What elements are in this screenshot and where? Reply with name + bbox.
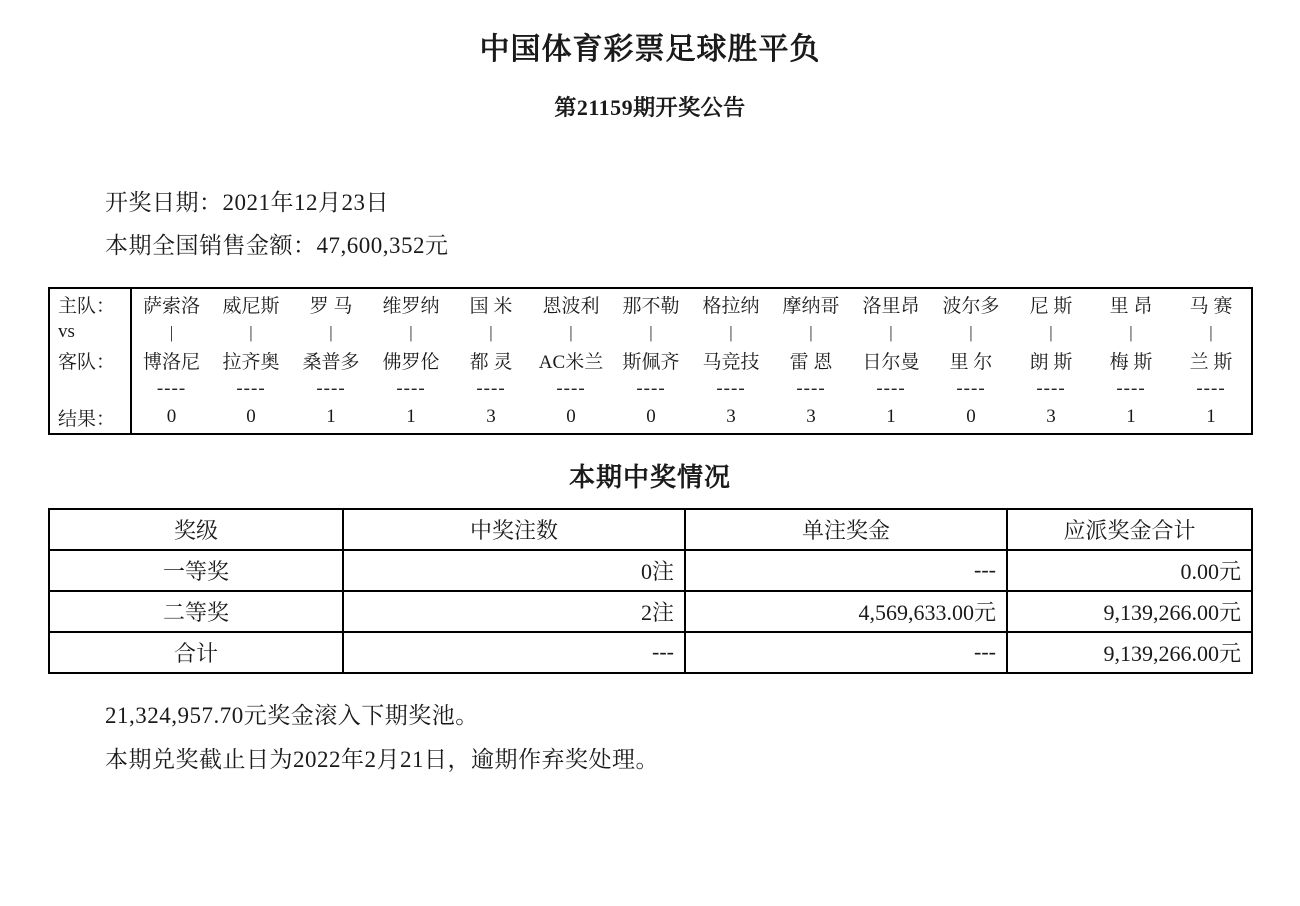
home-team-name: 里 昂 xyxy=(1109,296,1153,318)
away-team-cell xyxy=(931,345,1011,376)
home-team-name: 洛里昂 xyxy=(862,296,920,318)
home-team-cell xyxy=(451,289,531,320)
table-row xyxy=(49,632,1252,673)
prize-count: 2注 xyxy=(343,591,685,632)
away-team-name: 雷 恩 xyxy=(789,351,833,373)
vs-bar: | xyxy=(1129,323,1133,343)
separator-cell: ---- xyxy=(1196,377,1226,399)
away-team-name: 兰 斯 xyxy=(1189,351,1233,373)
vs-bar: | xyxy=(169,323,174,343)
separator-cell: ---- xyxy=(796,377,826,399)
away-team-cell xyxy=(291,345,371,376)
matches-result-row xyxy=(50,402,1251,433)
home-team-name: 维罗纳 xyxy=(382,296,440,318)
result-row-label: 结果： xyxy=(50,402,131,433)
match-result-cell: 3 xyxy=(486,406,496,428)
vs-bar: | xyxy=(649,323,653,343)
vs-bar: | xyxy=(249,323,253,343)
vs-bar: | xyxy=(1209,323,1213,343)
prize-section-title: 本期中奖情况 xyxy=(568,462,731,492)
prize-level: 二等奖 xyxy=(49,591,343,632)
separator-cell: ---- xyxy=(316,377,346,399)
matches-vs-row xyxy=(50,320,1251,345)
away-team-cell xyxy=(691,345,771,376)
match-result-cell: 3 xyxy=(1046,406,1056,428)
matches-table xyxy=(50,289,1251,433)
separator-cell: ---- xyxy=(156,377,187,399)
away-team-name: 马竞技 xyxy=(702,351,760,373)
match-result-cell: 0 xyxy=(246,406,256,428)
home-team-name: 那不勒 xyxy=(622,296,680,318)
separator-cell: ---- xyxy=(396,377,426,399)
vs-bar-cell xyxy=(771,320,851,345)
away-team-name: 斯佩齐 xyxy=(622,351,680,373)
home-team-cell xyxy=(531,289,611,320)
match-result-cell: 1 xyxy=(326,406,336,428)
vs-bar: | xyxy=(329,323,333,343)
separator-cell: ---- xyxy=(1116,377,1146,399)
home-team-cell xyxy=(371,289,451,320)
away-team-name: 里 尔 xyxy=(949,351,993,373)
away-team-cell xyxy=(131,345,211,376)
away-team-name: 桑普多 xyxy=(302,351,360,373)
vs-bar-cell xyxy=(531,320,611,345)
prize-single-amount: --- xyxy=(685,550,1007,591)
vs-row-label: vs xyxy=(50,320,131,345)
home-team-cell xyxy=(611,289,691,320)
home-team-cell xyxy=(1171,289,1251,320)
vs-bar: | xyxy=(809,323,813,343)
vs-bar: | xyxy=(489,323,493,343)
away-team-cell xyxy=(611,345,691,376)
vs-bar-cell xyxy=(451,320,531,345)
page-title: 中国体育彩票足球胜平负 xyxy=(479,33,821,66)
vs-bar-cell xyxy=(1091,320,1171,345)
separator-cell: ---- xyxy=(956,377,986,399)
match-result-cell: 0 xyxy=(646,406,656,428)
home-team-cell xyxy=(291,289,371,320)
match-result-cell: 0 xyxy=(566,406,576,428)
away-team-name: AC米兰 xyxy=(538,351,604,373)
away-team-name: 梅 斯 xyxy=(1109,351,1153,373)
home-team-cell xyxy=(931,289,1011,320)
match-result-cell: 0 xyxy=(966,406,976,428)
prize-single-amount: 4,569,633.00元 xyxy=(685,591,1007,632)
sales-amount-line: 本期全国销售金额：47,600,352元 xyxy=(105,232,449,258)
home-team-name: 罗 马 xyxy=(309,296,353,318)
prize-col-single: 单注奖金 xyxy=(685,509,1007,550)
matches-home-row xyxy=(50,289,1251,320)
vs-bar-cell xyxy=(931,320,1011,345)
home-team-name: 萨索洛 xyxy=(142,296,200,318)
matches-separator-row xyxy=(50,376,1251,402)
separator-cell: ---- xyxy=(716,377,746,399)
rollover-note: 21,324,957.70元奖金滚入下期奖池。 xyxy=(105,702,479,728)
home-team-name: 尼 斯 xyxy=(1029,296,1073,318)
home-team-name: 摩纳哥 xyxy=(782,296,840,318)
match-result-cell: 3 xyxy=(806,406,816,428)
vs-bar-cell xyxy=(1171,320,1251,345)
prize-total-amount: 0.00元 xyxy=(1007,550,1252,591)
home-team-name: 格拉纳 xyxy=(702,296,760,318)
info-block xyxy=(105,182,1300,267)
separator-cell: ---- xyxy=(236,377,266,399)
separator-row-label xyxy=(50,376,131,402)
home-team-cell xyxy=(1011,289,1091,320)
prize-count: --- xyxy=(343,632,685,673)
away-team-name: 拉齐奥 xyxy=(222,351,280,373)
away-team-name: 日尔曼 xyxy=(862,351,920,373)
matches-table-container xyxy=(48,287,1253,435)
away-team-cell xyxy=(1011,345,1091,376)
away-team-cell xyxy=(851,345,931,376)
vs-bar: | xyxy=(889,323,893,343)
home-team-cell xyxy=(211,289,291,320)
vs-bar-cell xyxy=(691,320,771,345)
prize-col-count: 中奖注数 xyxy=(343,509,685,550)
prize-single-amount: --- xyxy=(685,632,1007,673)
home-row-label: 主队： xyxy=(50,289,131,320)
vs-bar: | xyxy=(969,323,973,343)
footer-notes xyxy=(105,694,1300,781)
page-subtitle: 第21159期开奖公告 xyxy=(554,95,746,120)
home-team-cell xyxy=(691,289,771,320)
vs-bar-cell xyxy=(1011,320,1091,345)
vs-bar-cell xyxy=(371,320,451,345)
vs-bar: | xyxy=(569,323,573,343)
prize-count: 0注 xyxy=(343,550,685,591)
separator-cell: ---- xyxy=(1036,377,1066,399)
vs-bar-cell xyxy=(131,320,211,345)
away-row-label: 客队： xyxy=(50,345,131,376)
vs-bar: | xyxy=(1049,323,1053,343)
vs-bar: | xyxy=(729,323,733,343)
prize-col-total: 应派奖金合计 xyxy=(1007,509,1252,550)
match-result-cell: 1 xyxy=(406,406,416,428)
match-result-cell: 0 xyxy=(166,406,177,428)
draw-date-line: 开奖日期：2021年12月23日 xyxy=(105,190,389,215)
match-result-cell: 1 xyxy=(1126,406,1136,428)
prize-total-amount: 9,139,266.00元 xyxy=(1007,591,1252,632)
home-team-name: 波尔多 xyxy=(942,296,1000,318)
prize-header-row xyxy=(49,509,1252,550)
vs-bar-cell xyxy=(211,320,291,345)
vs-bar-cell xyxy=(291,320,371,345)
separator-cell: ---- xyxy=(636,377,666,399)
match-result-cell: 3 xyxy=(726,406,736,428)
home-team-name: 威尼斯 xyxy=(222,296,280,318)
home-team-name: 国 米 xyxy=(469,296,513,318)
away-team-name: 朗 斯 xyxy=(1029,351,1073,373)
match-result-cell: 1 xyxy=(886,406,896,428)
home-team-cell xyxy=(851,289,931,320)
away-team-name: 佛罗伦 xyxy=(382,351,440,373)
prize-table xyxy=(48,508,1253,674)
away-team-name: 都 灵 xyxy=(469,351,513,373)
separator-cell: ---- xyxy=(476,377,506,399)
table-row xyxy=(49,550,1252,591)
away-team-cell xyxy=(451,345,531,376)
prize-total-amount: 9,139,266.00元 xyxy=(1007,632,1252,673)
away-team-cell xyxy=(211,345,291,376)
away-team-cell xyxy=(1171,345,1251,376)
prize-col-level: 奖级 xyxy=(49,509,343,550)
away-team-cell xyxy=(771,345,851,376)
separator-cell: ---- xyxy=(556,377,586,399)
prize-level: 合计 xyxy=(49,632,343,673)
away-team-name: 博洛尼 xyxy=(142,351,200,373)
matches-away-row xyxy=(50,345,1251,376)
match-result-cell: 1 xyxy=(1206,406,1216,428)
table-row xyxy=(49,591,1252,632)
prize-table-container xyxy=(48,508,1253,674)
away-team-cell xyxy=(1091,345,1171,376)
home-team-name: 马 赛 xyxy=(1189,296,1233,318)
vs-bar: | xyxy=(409,323,413,343)
away-team-cell xyxy=(371,345,451,376)
prize-level: 一等奖 xyxy=(49,550,343,591)
home-team-name: 恩波利 xyxy=(542,296,600,318)
home-team-cell xyxy=(1091,289,1171,320)
home-team-cell xyxy=(771,289,851,320)
vs-bar-cell xyxy=(851,320,931,345)
lottery-announcement-page xyxy=(0,30,1300,906)
away-team-cell xyxy=(531,345,611,376)
vs-bar-cell xyxy=(611,320,691,345)
deadline-note: 本期兑奖截止日为2022年2月21日，逾期作弃奖处理。 xyxy=(105,746,659,772)
home-team-cell xyxy=(131,289,211,320)
separator-cell: ---- xyxy=(876,377,906,399)
